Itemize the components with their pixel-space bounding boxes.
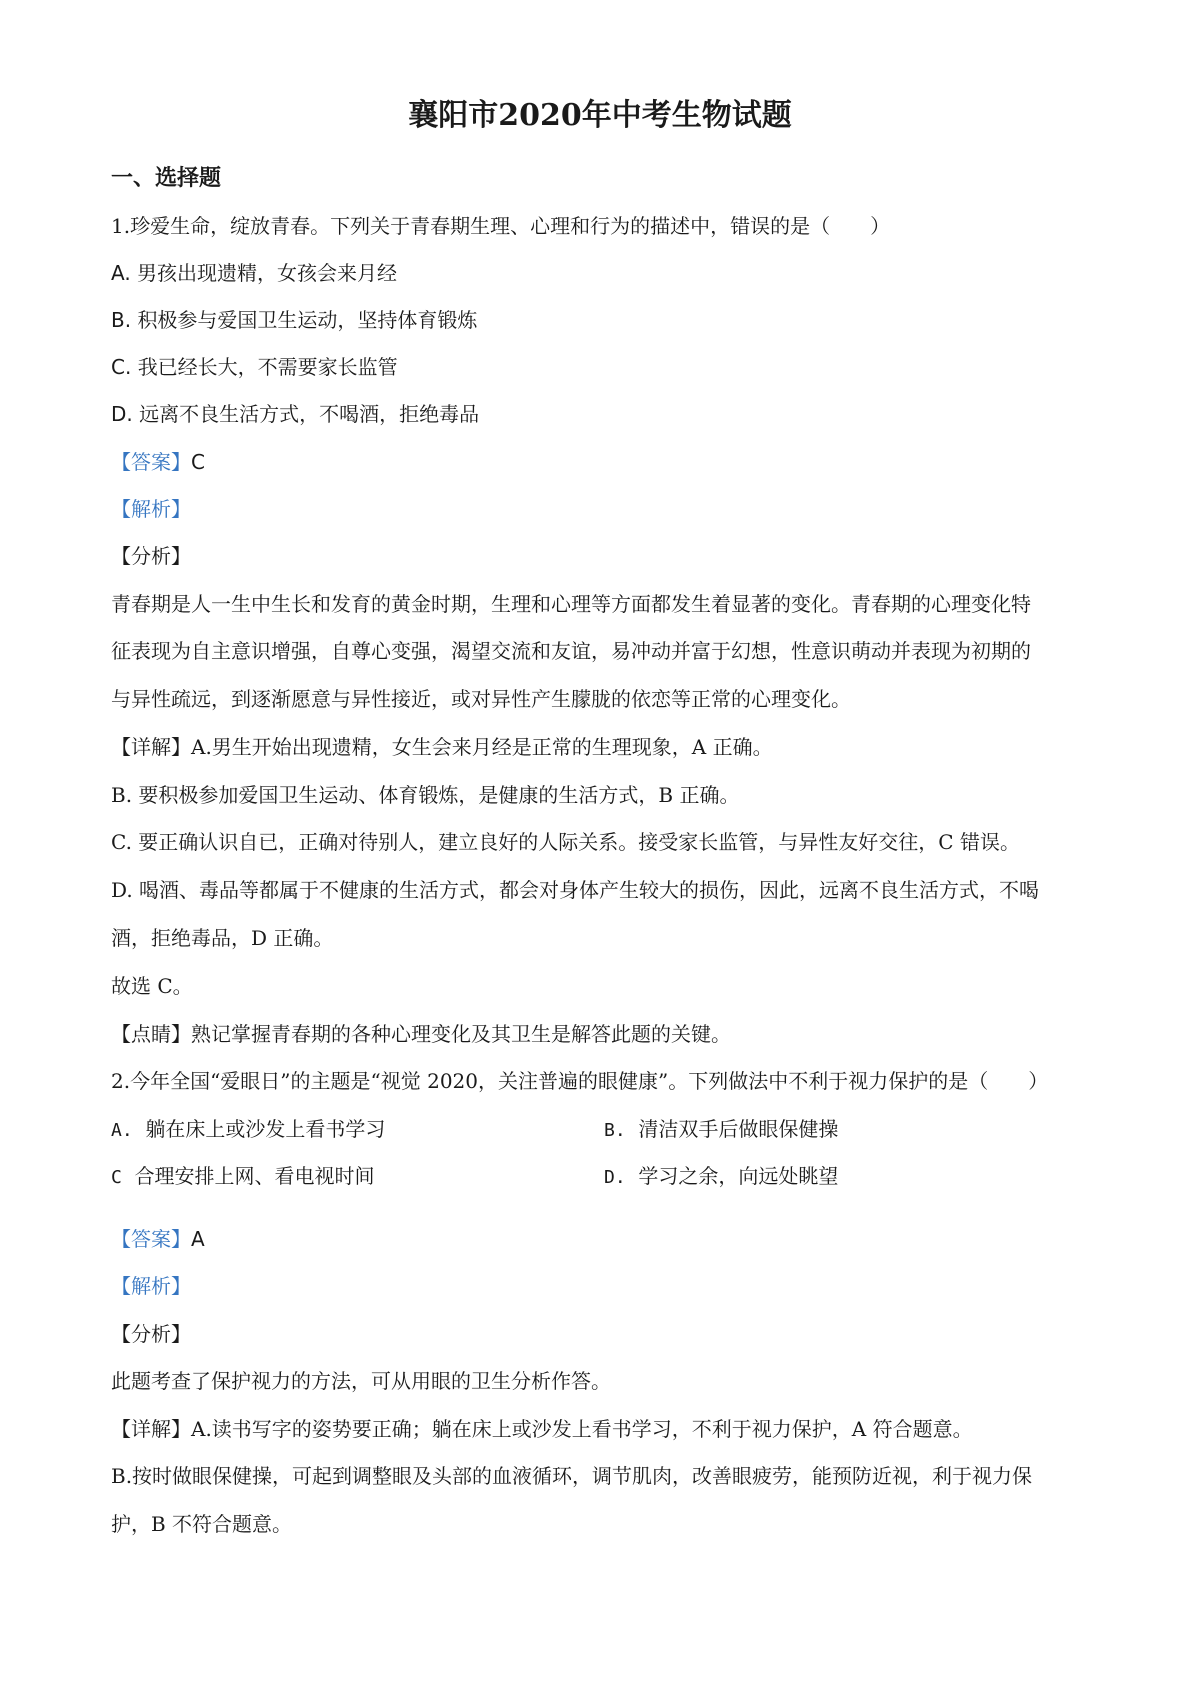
option-letter: D. (111, 402, 133, 426)
q1-detail-line: 酒，拒绝毒品，D 正确。 (111, 926, 334, 950)
q1-option-d (111, 401, 479, 427)
q2-fenxi-label: 【分析】 (111, 1322, 191, 1346)
option-text: 学习之余，向远处眺望 (638, 1164, 839, 1188)
q1-analysis-line: 青春期是人一生中生长和发育的黄金时期，生理和心理等方面都发生着显著的变化。青春期的心理变化特 (111, 592, 1031, 616)
q2-option-a (111, 1116, 385, 1142)
q2-detail-line: B.按时做眼保健操，可起到调整眼及头部的血液循环，调节肌肉，改善眼疲劳，能预防近视，利于视力保 (111, 1464, 1033, 1488)
q2-option-d (604, 1163, 838, 1189)
q1-option-c (111, 354, 398, 380)
answer-label: 【答案】 (111, 450, 191, 474)
q1-detail-line: 【详解】A.男生开始出现遗精，女生会来月经是正常的生理现象，A 正确。 (111, 735, 773, 759)
q1-jiexi-label: 【解析】 (111, 497, 191, 521)
question-1-stem: 1.珍爱生命，绽放青春。下列关于青春期生理、心理和行为的描述中，错误的是（ ） (111, 214, 891, 238)
question-2-stem: 2.今年全国“爱眼日”的主题是“视觉 2020，关注普遍的眼健康”。下列做法中不利于视力保护的是（ ） (111, 1069, 1049, 1093)
option-letter: D. (604, 1167, 626, 1188)
option-text: 我已经长大，不需要家长监管 (137, 355, 398, 379)
q1-conclusion: 故选 C。 (111, 974, 193, 998)
option-text: 躺在床上或沙发上看书学习 (145, 1117, 386, 1141)
q1-fenxi-label: 【分析】 (111, 544, 191, 568)
q1-option-b (111, 307, 477, 333)
q1-answer (111, 449, 205, 475)
answer-value: C (191, 450, 205, 474)
option-text: 合理安排上网、看电视时间 (134, 1164, 375, 1188)
answer-value: A (191, 1227, 205, 1251)
q1-analysis-line: 与异性疏远，到逐渐愿意与异性接近，或对异性产生朦胧的依恋等正常的心理变化。 (111, 687, 851, 711)
q2-jiexi-label: 【解析】 (111, 1274, 191, 1298)
q1-analysis-line: 征表现为自主意识增强，自尊心变强，渴望交流和友谊，易冲动并富于幻想，性意识萌动并表现为初期的 (111, 639, 1031, 663)
option-letter: C. (111, 355, 132, 379)
q1-option-a (111, 260, 397, 286)
option-letter: B. (604, 1120, 626, 1141)
option-text: 远离不良生活方式，不喝酒，拒绝毒品 (139, 402, 480, 426)
q2-answer (111, 1226, 205, 1252)
answer-label: 【答案】 (111, 1227, 191, 1251)
q2-detail-line: 护，B 不符合题意。 (111, 1512, 293, 1536)
option-letter: B. (111, 308, 132, 332)
q1-dianjing: 【点睛】熟记掌握青春期的各种心理变化及其卫生是解答此题的关键。 (111, 1022, 731, 1046)
q2-detail-line: 【详解】A.读书写字的姿势要正确；躺在床上或沙发上看书学习，不利于视力保护，A 符合题意。 (111, 1417, 973, 1441)
q2-option-c (111, 1163, 375, 1189)
option-letter: A. (111, 1120, 133, 1141)
option-text: 积极参与爱国卫生运动，坚持体育锻炼 (137, 308, 478, 332)
q2-option-b (604, 1116, 838, 1142)
option-text: 男孩出现遗精，女孩会来月经 (137, 261, 398, 285)
q1-detail-line: D. 喝酒、毒品等都属于不健康的生活方式，都会对身体产生较大的损伤，因此，远离不良生活方式，不喝 (111, 878, 1040, 902)
q1-detail-line: B. 要积极参加爱国卫生运动、体育锻炼，是健康的生活方式，B 正确。 (111, 783, 740, 807)
option-text: 清洁双手后做眼保健操 (638, 1117, 839, 1141)
option-letter: A. (111, 261, 131, 285)
section-heading: 一、选择题 (111, 165, 222, 191)
q2-analysis-line: 此题考查了保护视力的方法，可从用眼的卫生分析作答。 (111, 1369, 611, 1393)
q1-detail-line: C. 要正确认识自已，正确对待别人，建立良好的人际关系。接受家长监管，与异性友好交往，C 错误。 (111, 830, 1020, 854)
option-letter: C (111, 1167, 122, 1188)
page-title: 襄阳市2020年中考生物试题 (408, 98, 792, 133)
